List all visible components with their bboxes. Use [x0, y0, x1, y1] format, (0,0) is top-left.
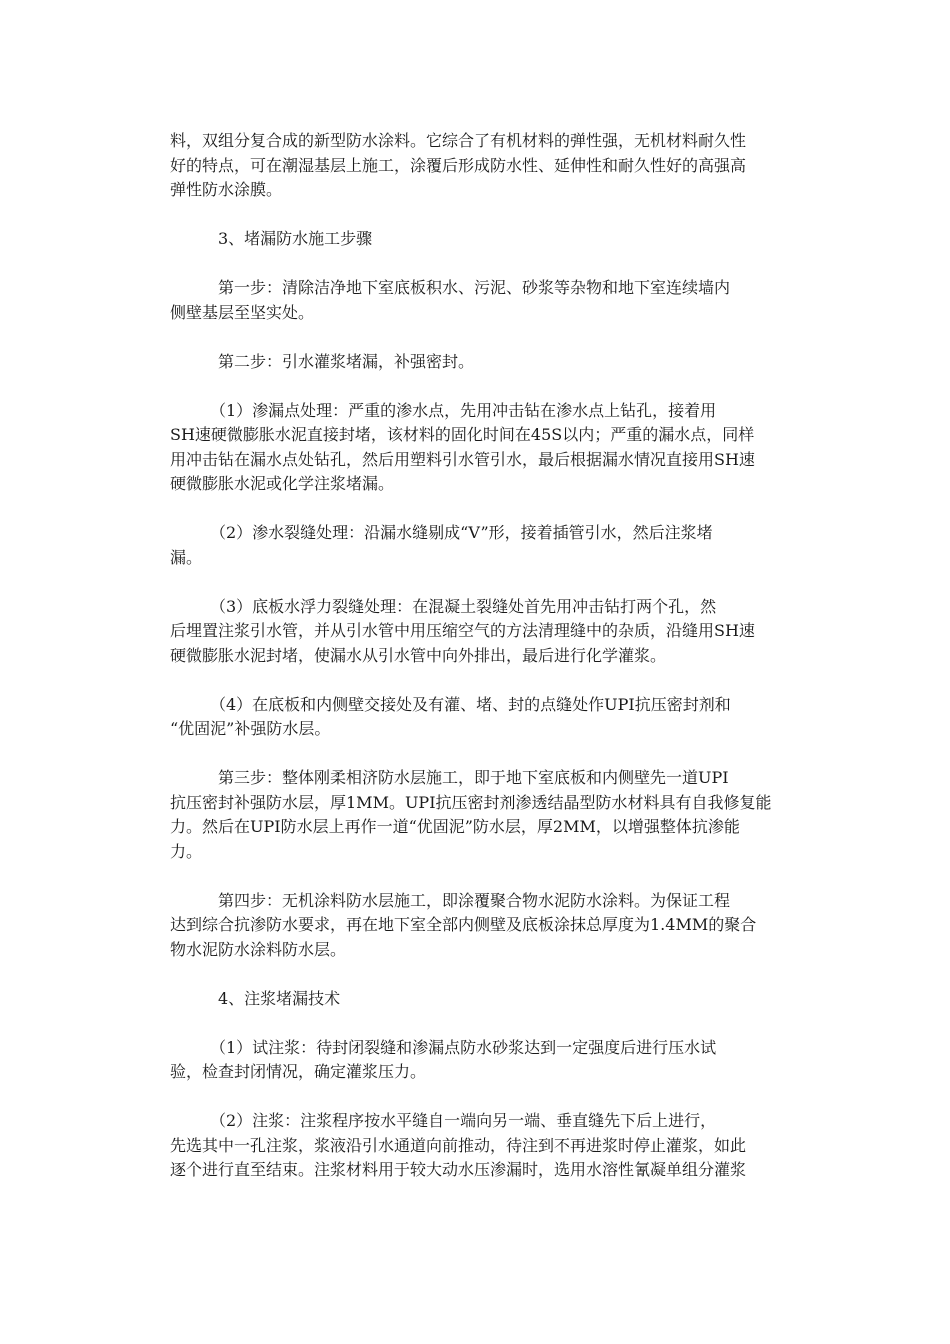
text-line: 第二步：引水灌浆堵漏，补强密封。 — [170, 351, 475, 371]
section-heading-4 — [170, 987, 782, 1012]
text-line: 料，双组分复合成的新型防水涂料。它综合了有机材料的弹性强，无机材料耐久性 — [170, 131, 747, 150]
section-heading-3 — [170, 227, 782, 252]
text-line: 用冲击钻在漏水点处钻孔，然后用塑料引水管引水，最后根据漏水情况直接用SH速 — [170, 449, 755, 469]
text-line: 硬微膨胀水泥封堵，使漏水从引水管中向外排出，最后进行化学灌浆。 — [170, 645, 667, 665]
paragraph-step-4 — [170, 889, 782, 963]
text-line: 漏。 — [170, 547, 203, 567]
text-line: （1）渗漏点处理：严重的渗水点，先用冲击钻在渗水点上钻孔，接着用 — [170, 400, 717, 420]
paragraph-step-2-item-4 — [170, 693, 782, 742]
text-line: 侧壁基层至坚实处。 — [170, 302, 315, 322]
text-line: （2）注浆：注浆程序按水平缝自一端向另一端、垂直缝先下后上进行， — [170, 1111, 717, 1130]
document-body — [170, 129, 782, 1183]
text-line: 验，检查封闭情况，确定灌浆压力。 — [170, 1062, 427, 1081]
paragraph-step-1 — [170, 276, 782, 325]
text-line: 3、堵漏防水施工步骤 — [170, 229, 373, 248]
text-line: 抗压密封补强防水层，厚1MM。UPI抗压密封剂渗透结晶型防水材料具有自我修复能 — [170, 792, 772, 812]
paragraph-step-2 — [170, 350, 782, 375]
text-line: 第一步：清除洁净地下室底板积水、污泥、砂浆等杂物和地下室连续墙内 — [170, 278, 731, 297]
paragraph-step-2-item-1 — [170, 399, 782, 497]
text-line: 逐个进行直至结束。注浆材料用于较大动水压渗漏时，选用水溶性氰凝单组分灌浆 — [170, 1160, 747, 1179]
text-line: 硬微膨胀水泥或化学注浆堵漏。 — [170, 474, 395, 493]
text-line: 力。然后在UPI防水层上再作一道“优固泥”防水层，厚2MM，以增强整体抗渗能 — [170, 817, 740, 836]
text-line: 先选其中一孔注浆，浆液沿引水通道向前推动，待注到不再进浆时停止灌浆，如此 — [170, 1135, 747, 1155]
text-line: 达到综合抗渗防水要求，再在地下室全部内侧壁及底板涂抹总厚度为1.4MM的聚合 — [170, 915, 757, 934]
text-line: 后埋置注浆引水管，并从引水管中用压缩空气的方法清理缝中的杂质，沿缝用SH速 — [170, 621, 755, 640]
paragraph-step-2-item-3 — [170, 595, 782, 669]
text-line: （2）渗水裂缝处理：沿漏水缝剔成“V”形，接着插管引水，然后注浆堵 — [170, 523, 713, 542]
text-line: 弹性防水涂膜。 — [170, 180, 283, 199]
text-line: （4）在底板和内侧壁交接处及有灌、堵、封的点缝处作UPI抗压密封剂和 — [170, 694, 731, 714]
paragraph-intro-continued — [170, 129, 782, 203]
text-line: 好的特点，可在潮湿基层上施工，涂覆后形成防水性、延伸性和耐久性好的高强高 — [170, 155, 747, 175]
paragraph-grout-2 — [170, 1109, 782, 1183]
paragraph-step-2-item-2 — [170, 521, 782, 570]
text-line: 力。 — [170, 841, 203, 861]
text-line: 物水泥防水涂料防水层。 — [170, 939, 347, 959]
text-line: （1）试注浆：待封闭裂缝和渗漏点防水砂浆达到一定强度后进行压水试 — [170, 1037, 717, 1057]
text-line: SH速硬微膨胀水泥直接封堵，该材料的固化时间在45S以内；严重的漏水点，同样 — [170, 425, 755, 444]
text-line: 4、注浆堵漏技术 — [170, 988, 341, 1008]
paragraph-step-3 — [170, 766, 782, 864]
paragraph-grout-1 — [170, 1036, 782, 1085]
text-line: 第四步：无机涂料防水层施工，即涂覆聚合物水泥防水涂料。为保证工程 — [170, 890, 731, 910]
text-line: 第三步：整体刚柔相济防水层施工，即于地下室底板和内侧壁先一道UPI — [170, 768, 729, 787]
text-line: “优固泥”补强防水层。 — [170, 719, 331, 738]
text-line: （3）底板水浮力裂缝处理：在混凝土裂缝处首先用冲击钻打两个孔，然 — [170, 596, 717, 616]
